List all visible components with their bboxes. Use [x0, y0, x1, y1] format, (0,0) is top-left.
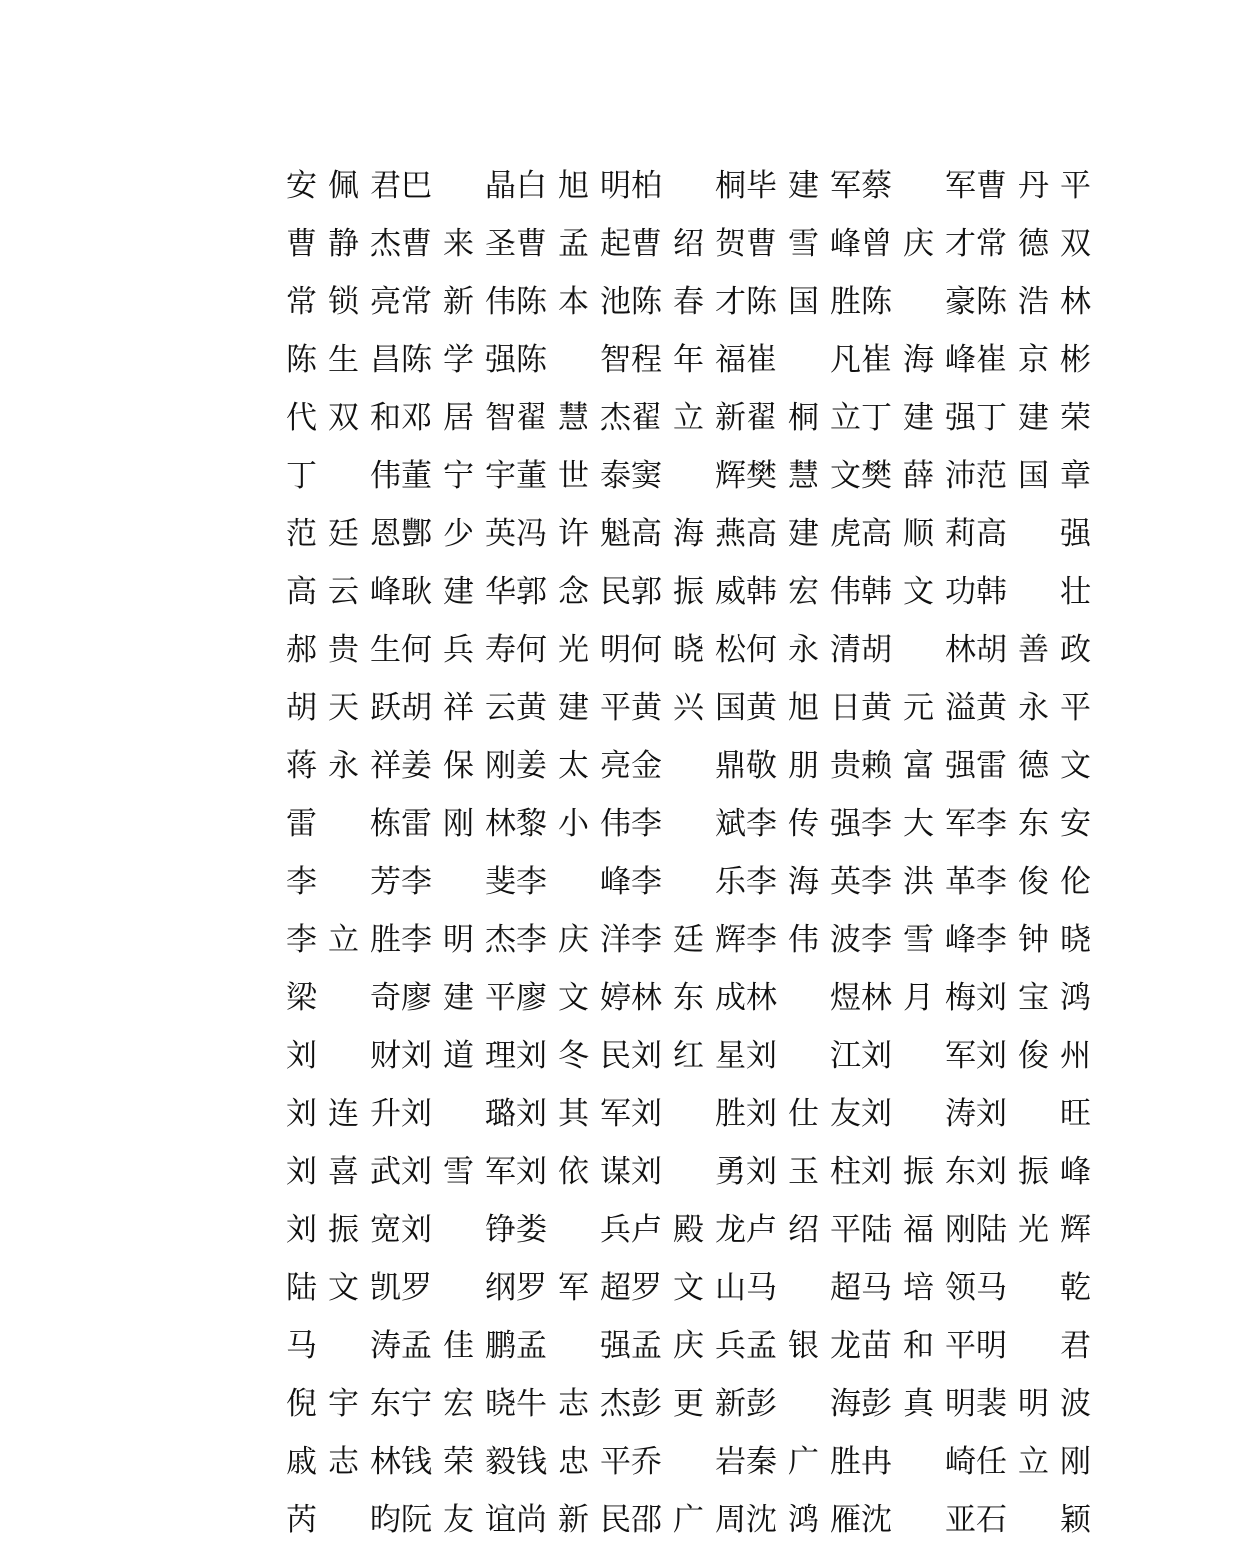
person-name: 金 鼎 — [631, 748, 746, 784]
person-name: 石 颖 — [976, 1502, 1091, 1538]
person-name: 雷 刚 林 — [401, 806, 516, 842]
name-row — [286, 1143, 1091, 1201]
person-name: 刘 道 理 — [401, 1038, 516, 1074]
person-name: 黄 建 平 — [516, 690, 631, 726]
person-name: 韩 文 功 — [861, 574, 976, 610]
person-name: 马 培 领 — [861, 1270, 976, 1306]
name-row — [286, 737, 1091, 795]
person-name: 耿 建 华 — [401, 574, 516, 610]
name-row — [286, 157, 1091, 215]
person-name: 翟 慧 杰 — [516, 400, 631, 436]
person-name: 丁 建 荣 — [976, 400, 1091, 436]
person-name: 刘 宝 鸿 — [976, 980, 1091, 1016]
name-row — [286, 1085, 1091, 1143]
person-name: 赖 富 强 — [861, 748, 976, 784]
name-row — [286, 563, 1091, 621]
name-row — [286, 911, 1091, 969]
person-name: 蔡 军 — [861, 168, 976, 204]
person-name: 罗 纲 — [401, 1270, 516, 1306]
person-name: 刘 其 军 — [516, 1096, 631, 1132]
person-name: 李 峰 — [516, 864, 631, 900]
person-name: 李 雪 峰 — [861, 922, 976, 958]
person-name: 代 双 和 — [286, 400, 401, 436]
person-name: 李 海 英 — [746, 864, 861, 900]
person-name: 任 立 刚 — [976, 1444, 1091, 1480]
person-name: 敬 朋 贵 — [746, 748, 861, 784]
person-name: 李 廷 辉 — [631, 922, 746, 958]
person-name: 翟 桐 立 — [746, 400, 861, 436]
name-row — [286, 505, 1091, 563]
person-name: 陈 学 强 — [401, 342, 516, 378]
person-name: 胡 祥 云 — [401, 690, 516, 726]
person-name: 马 乾 — [976, 1270, 1091, 1306]
person-name: 胡 善 政 — [976, 632, 1091, 668]
person-name: 韩 壮 — [976, 574, 1091, 610]
person-name: 林 月 梅 — [861, 980, 976, 1016]
person-name: 程 年 福 — [631, 342, 746, 378]
person-name: 刘 红 星 — [631, 1038, 746, 1074]
person-name: 郭 念 民 — [516, 574, 631, 610]
person-name: 李 斐 — [401, 864, 516, 900]
person-name: 刘 勇 — [631, 1154, 746, 1190]
person-name: 沈 鸿 雁 — [746, 1502, 861, 1538]
person-name: 刘 玉 柱 — [746, 1154, 861, 1190]
person-name: 李 斌 — [631, 806, 746, 842]
person-name: 何 永 清 — [746, 632, 861, 668]
person-name: 郝 贵 生 — [286, 632, 401, 668]
name-row — [286, 273, 1091, 331]
person-name: 李 庆 洋 — [516, 922, 631, 958]
person-name: 董 世 泰 — [516, 458, 631, 494]
person-name: 樊 薛 沛 — [861, 458, 976, 494]
person-name: 翟 立 新 — [631, 400, 746, 436]
person-name: 刘 胜 — [631, 1096, 746, 1132]
person-name: 罗 文 山 — [631, 1270, 746, 1306]
person-name: 刘 仕 友 — [746, 1096, 861, 1132]
person-name: 陆 福 刚 — [861, 1212, 976, 1248]
person-name: 何 兵 寿 — [401, 632, 516, 668]
person-name: 姜 太 亮 — [516, 748, 631, 784]
person-name: 丁 伟 — [286, 458, 401, 494]
person-name: 董 宁 宇 — [401, 458, 516, 494]
person-name: 樊 慧 文 — [746, 458, 861, 494]
person-name: 林 东 成 — [631, 980, 746, 1016]
person-name: 黄 永 平 — [976, 690, 1091, 726]
person-name: 黎 小 伟 — [516, 806, 631, 842]
person-name: 何 晓 松 — [631, 632, 746, 668]
person-name: 钱 忠 平 — [516, 1444, 631, 1480]
person-name: 李 俊 伦 — [976, 864, 1091, 900]
person-name: 彭 真 明 — [861, 1386, 976, 1422]
person-name: 刘 雪 军 — [401, 1154, 516, 1190]
person-name: 韩 宏 伟 — [746, 574, 861, 610]
person-name: 阮 友 谊 — [401, 1502, 516, 1538]
person-name: 高 云 峰 — [286, 574, 401, 610]
person-name: 陈 豪 — [861, 284, 976, 320]
person-name: 陆 光 辉 — [976, 1212, 1091, 1248]
person-name: 陈 春 才 — [631, 284, 746, 320]
person-name: 李 钟 晓 — [976, 922, 1091, 958]
person-name: 梁 奇 — [286, 980, 401, 1016]
person-name: 常 锁 亮 — [286, 284, 401, 320]
person-name: 刘 铮 — [401, 1212, 516, 1248]
person-name: 雷 德 文 — [976, 748, 1091, 784]
name-row — [286, 795, 1091, 853]
person-name: 曹 丹 平 — [976, 168, 1091, 204]
person-name: 孟 强 — [516, 1328, 631, 1364]
person-name: 曾 庆 才 — [861, 226, 976, 262]
person-name: 刘 涛 — [861, 1096, 976, 1132]
person-name: 廖 建 平 — [401, 980, 516, 1016]
name-row — [286, 679, 1091, 737]
person-name: 卢 殿 龙 — [631, 1212, 746, 1248]
person-name: 李 伟 波 — [746, 922, 861, 958]
name-row — [286, 389, 1091, 447]
person-name: 彭 更 新 — [631, 1386, 746, 1422]
person-name: 卢 绍 平 — [746, 1212, 861, 1248]
person-name: 秦 广 胜 — [746, 1444, 861, 1480]
name-row — [286, 621, 1091, 679]
person-name: 毕 建 军 — [746, 168, 861, 204]
name-row — [286, 969, 1091, 1027]
person-name: 刘 喜 武 — [286, 1154, 401, 1190]
person-name: 彭 海 — [746, 1386, 861, 1422]
person-name: 刘 旺 — [976, 1096, 1091, 1132]
person-name: 李 洪 革 — [861, 864, 976, 900]
person-name: 陈 智 — [516, 342, 631, 378]
person-name: 蒋 永 祥 — [286, 748, 401, 784]
name-row — [286, 1259, 1091, 1317]
person-name: 曹 来 圣 — [401, 226, 516, 262]
person-name: 马 超 — [746, 1270, 861, 1306]
person-name: 李 大 军 — [861, 806, 976, 842]
name-row — [286, 1317, 1091, 1375]
person-name: 宁 宏 晓 — [401, 1386, 516, 1422]
person-name: 高 海 燕 — [631, 516, 746, 552]
person-name: 安 佩 君 — [286, 168, 401, 204]
person-name: 林 煜 — [746, 980, 861, 1016]
person-name: 曹 静 杰 — [286, 226, 401, 262]
person-name: 胡 天 跃 — [286, 690, 401, 726]
person-name: 苗 和 平 — [861, 1328, 976, 1364]
person-name: 戚 志 林 — [286, 1444, 401, 1480]
person-name: 罗 军 超 — [516, 1270, 631, 1306]
person-name: 黄 旭 日 — [746, 690, 861, 726]
person-name: 邵 广 周 — [631, 1502, 746, 1538]
person-name: 丁 建 强 — [861, 400, 976, 436]
person-name: 姜 保 刚 — [401, 748, 516, 784]
person-name: 陈 国 胜 — [746, 284, 861, 320]
person-name: 沈 亚 — [861, 1502, 976, 1538]
person-name: 牛 志 杰 — [516, 1386, 631, 1422]
person-name: 陈 生 昌 — [286, 342, 401, 378]
person-name: 刘 璐 — [401, 1096, 516, 1132]
person-name: 李 东 安 — [976, 806, 1091, 842]
person-name: 钱 荣 毅 — [401, 1444, 516, 1480]
person-name: 刘 江 — [746, 1038, 861, 1074]
name-row — [286, 1375, 1091, 1433]
person-name: 李 芳 — [286, 864, 401, 900]
name-row — [286, 1027, 1091, 1085]
person-name: 乔 岩 — [631, 1444, 746, 1480]
person-name: 芮 昀 — [286, 1502, 401, 1538]
person-name: 郭 振 威 — [631, 574, 746, 610]
person-name: 刘 军 — [861, 1038, 976, 1074]
person-name: 常 德 双 — [976, 226, 1091, 262]
person-name: 娄 兵 — [516, 1212, 631, 1248]
person-name: 李 乐 — [631, 864, 746, 900]
person-name: 曹 绍 贺 — [631, 226, 746, 262]
name-row — [286, 1433, 1091, 1491]
person-name: 范 国 章 — [976, 458, 1091, 494]
person-name: 范 廷 恩 — [286, 516, 401, 552]
name-row — [286, 1201, 1091, 1259]
person-name: 孟 庆 兵 — [631, 1328, 746, 1364]
person-name: 雷 栋 — [286, 806, 401, 842]
person-name: 何 光 明 — [516, 632, 631, 668]
person-name: 李 立 胜 — [286, 922, 401, 958]
person-name: 巴 晶 — [401, 168, 516, 204]
person-name: 曹 雪 峰 — [746, 226, 861, 262]
person-name: 崔 凡 — [746, 342, 861, 378]
name-row — [286, 215, 1091, 273]
name-row — [286, 331, 1091, 389]
person-name: 酆 少 英 — [401, 516, 516, 552]
person-name: 刘 连 升 — [286, 1096, 401, 1132]
person-name: 刘 振 东 — [861, 1154, 976, 1190]
person-name: 冯 许 魁 — [516, 516, 631, 552]
person-name: 柏 桐 — [631, 168, 746, 204]
person-name: 窦 辉 — [631, 458, 746, 494]
person-name: 孟 银 龙 — [746, 1328, 861, 1364]
person-name: 刘 振 峰 — [976, 1154, 1091, 1190]
person-name: 崔 京 彬 — [976, 342, 1091, 378]
person-name: 尚 新 民 — [516, 1502, 631, 1538]
person-name: 崔 海 峰 — [861, 342, 976, 378]
person-name: 裴 明 波 — [976, 1386, 1091, 1422]
person-name: 李 明 杰 — [401, 922, 516, 958]
person-name: 曹 孟 起 — [516, 226, 631, 262]
person-name: 冉 崎 — [861, 1444, 976, 1480]
person-name: 廖 文 婷 — [516, 980, 631, 1016]
person-name: 李 传 强 — [746, 806, 861, 842]
person-name: 马 涛 — [286, 1328, 401, 1364]
person-name: 陈 浩 林 — [976, 284, 1091, 320]
person-name: 明 君 — [976, 1328, 1091, 1364]
name-row — [286, 1491, 1091, 1549]
name-row — [286, 447, 1091, 505]
person-name: 刘 财 — [286, 1038, 401, 1074]
person-name: 黄 兴 国 — [631, 690, 746, 726]
person-name: 白 旭 明 — [516, 168, 631, 204]
person-name: 高 强 — [976, 516, 1091, 552]
person-name: 胡 林 — [861, 632, 976, 668]
person-name: 刘 俊 州 — [976, 1038, 1091, 1074]
person-name: 黄 元 溢 — [861, 690, 976, 726]
person-name: 孟 佳 鹏 — [401, 1328, 516, 1364]
person-name: 倪 宇 东 — [286, 1386, 401, 1422]
person-name: 陈 本 池 — [516, 284, 631, 320]
person-name: 邓 居 智 — [401, 400, 516, 436]
person-name: 高 顺 莉 — [861, 516, 976, 552]
person-name: 刘 冬 民 — [516, 1038, 631, 1074]
person-name: 陆 文 凯 — [286, 1270, 401, 1306]
person-name: 刘 依 谋 — [516, 1154, 631, 1190]
person-name: 高 建 虎 — [746, 516, 861, 552]
person-name: 常 新 伟 — [401, 284, 516, 320]
name-list — [286, 157, 1091, 1549]
person-name: 刘 振 宽 — [286, 1212, 401, 1248]
name-row — [286, 853, 1091, 911]
